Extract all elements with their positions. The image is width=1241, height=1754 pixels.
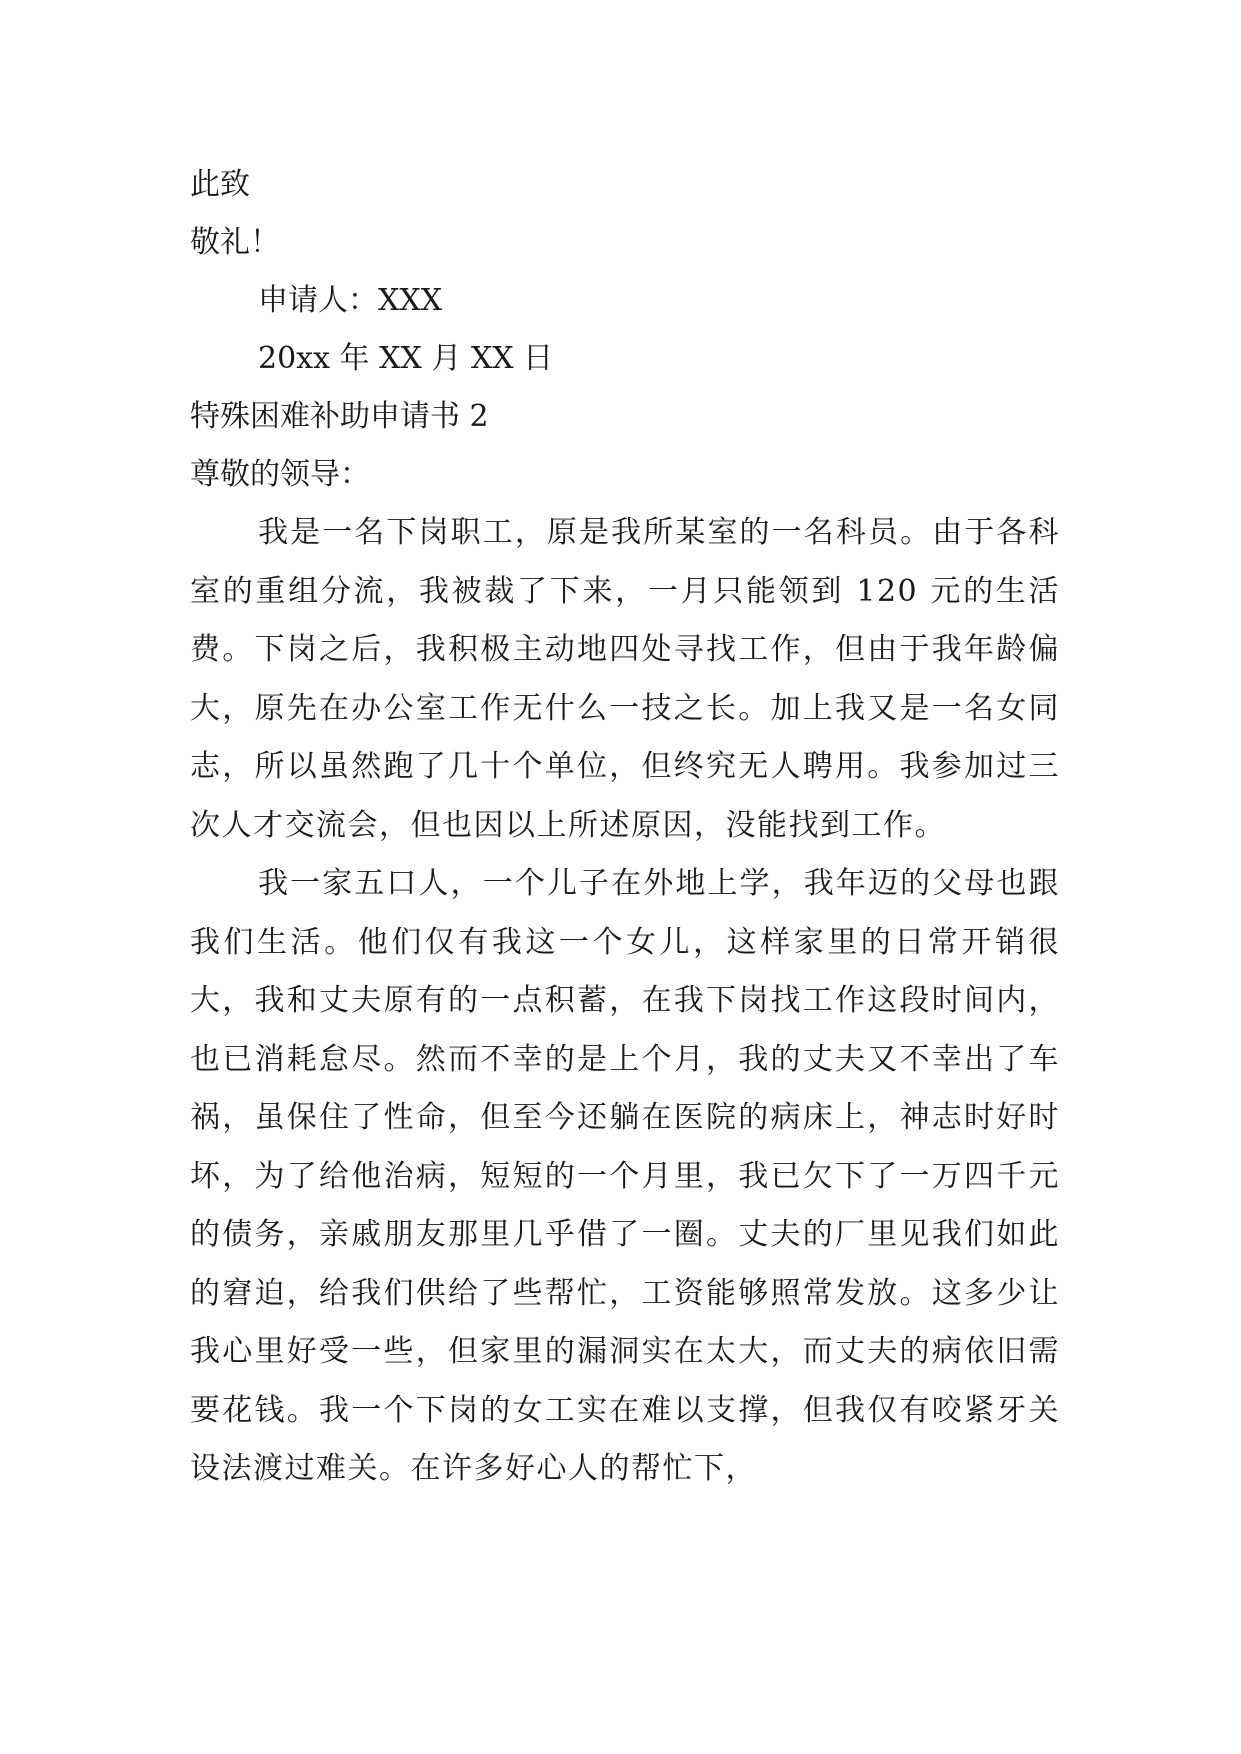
body-paragraph-1: 我是一名下岗职工，原是我所某室的一名科员。由于各科室的重组分流，我被裁了下来，一月只能领到 120 元的生活费。下岗之后，我积极主动地四处寻找工作，但由于我年龄偏大，原先在办公室工作无什么一技之长。加上我又是一名女同志，所以虽然跑了几十个单位，但终究无人聘用。我参加过三次人才交流会，但也因以上所述原因，没能找到工作。	[190, 515, 1060, 843]
body-paragraph-2: 我一家五口人，一个儿子在外地上学，我年迈的父母也跟我们生活。他们仅有我这一个女儿，这样家里的日常开销很大，我和丈夫原有的一点积蓄，在我下岗找工作这段时间内，也已消耗怠尽。然而不幸的是上个月，我的丈夫又不幸出了车祸，虽保住了性命，但至今还躺在医院的病床上，神志时好时坏，为了给他治病，短短的一个月里，我已欠下了一万四千元的债务，亲戚朋友那里几乎借了一圈。丈夫的厂里见我们如此的窘迫，给我们供给了些帮忙，工资能够照常发放。这多少让我心里好受一些，但家里的漏洞实在太大，而丈夫的病依旧需要花钱。我一个下岗的女工实在难以支撑，但我仅有咬紧牙关设法渡过难关。在许多好心人的帮忙下，	[190, 866, 1060, 1486]
closing-line-1: 此致	[190, 167, 250, 202]
signature-date: 20xx 年 XX 月 XX 日	[258, 341, 554, 376]
letter-title: 特殊困难补助申请书 2	[190, 399, 489, 434]
letter-salutation: 尊敬的领导：	[190, 457, 370, 492]
closing-line-2: 敬礼！	[190, 225, 280, 260]
applicant-signature: 申请人：XXX	[258, 283, 443, 318]
document-body	[190, 156, 1060, 1499]
